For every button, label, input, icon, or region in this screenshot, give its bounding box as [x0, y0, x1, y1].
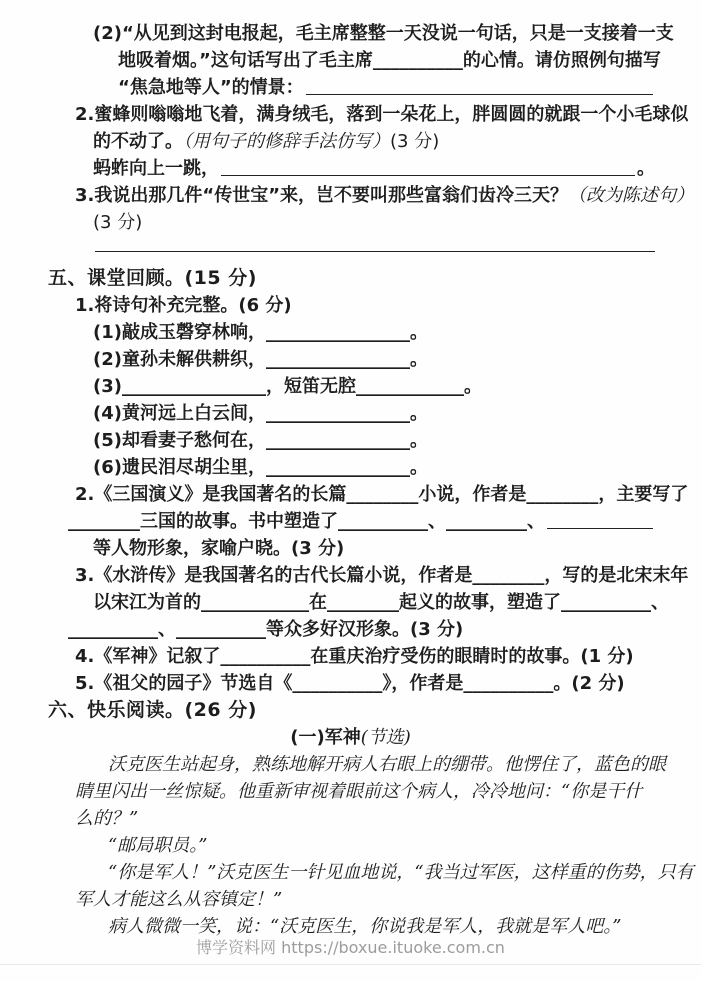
q1-sub2-answer [0, 74, 701, 101]
q2-answer-text: 蚂蚱向上一跳， [93, 158, 219, 179]
s5-q3-line1: 3.《水浒传》是我国著名的古代长篇小说，作者是________，写的是北宋末年 [75, 565, 689, 586]
s5-q3-line3: __________、__________等众多好汉形象。(3 分) [68, 619, 464, 640]
s5-q1-4: (4)黄河远上白云间，________________。 [93, 403, 428, 424]
s5-q5: 5.《祖父的园子》节选自《__________》，作者是__________。(2 分) [75, 673, 625, 694]
passage-line5: “你是军人！”沃克医生一针见血地说，“我当过军医，这样重的伤势，只有 [108, 862, 694, 883]
footer-watermark: 博学资料网 https://boxue.ituoke.com.cn [196, 938, 505, 957]
answer-blank-line [547, 528, 653, 529]
q2-answer [0, 155, 701, 182]
s5-q1-2: (2)童孙未解供耕织，________________。 [93, 349, 428, 370]
q2-answer-tail: 。 [637, 158, 655, 179]
q3-line2: (3 分) [93, 212, 143, 233]
reading1-title-segment: (节选) [360, 727, 411, 748]
answer-blank-line [221, 175, 635, 176]
s5-q2-line1: 2.《三国演义》是我国著名的长篇________小说，作者是________，主要写了 [75, 484, 689, 505]
q3-line1-segment: 3.我说出那几件“传世宝”来，岂不要叫那些富翁们齿冷三天？ [75, 185, 569, 206]
q1-sub2-answer-text: “焦急地等人”的情景： [118, 77, 304, 98]
q3-line1-segment: （改为陈述句） [568, 185, 695, 206]
s5-q2-line2 [0, 508, 701, 535]
page-bottom-divider [0, 964, 701, 965]
passage-line6: 军人才能这么从容镇定！” [75, 889, 283, 910]
q1-sub2-line1: (2)“从见到这封电报起，毛主席整整一天没说一句话，只是一支接着一支 [93, 23, 674, 44]
reading1-title [0, 724, 701, 751]
s5-q2-line2-text: ________三国的故事。书中塑造了__________、_________、 [68, 511, 545, 532]
q2-line2-segment: (3 分) [390, 131, 440, 152]
passage-line7: 病人微微一笑，说：“沃克医生，你说我是军人，我就是军人吧。” [108, 916, 622, 937]
q3-answer-rule [95, 251, 655, 252]
s5-q2-line3: 等人物形象，家喻户晓。(3 分) [93, 538, 345, 559]
answer-blank-line [306, 94, 653, 95]
passage-line1: 沃克医生站起身，熟练地解开病人右眼上的绷带。他愣住了，蓝色的眼 [108, 754, 666, 775]
s5-q1-3: (3)________________，短笛无腔____________。 [93, 376, 482, 397]
q2-line2 [0, 128, 701, 155]
page-footer [0, 937, 701, 959]
s5-q1-5: (5)却看妻子愁何在，________________。 [93, 430, 428, 451]
s5-q1: 1.将诗句补充完整。(6 分) [75, 295, 292, 316]
passage-line4: “邮局职员。” [108, 835, 208, 856]
q3-line1 [0, 182, 701, 209]
s5-q1-6: (6)遗民泪尽胡尘里，________________。 [93, 457, 428, 478]
section6-heading: 六、快乐阅读。(26 分) [48, 699, 257, 721]
q1-sub2-line2: 地吸着烟。”这句话写出了毛主席__________的心情。请仿照例句描写 [118, 50, 661, 71]
reading1-title-segment: (一)军神 [290, 727, 361, 748]
s5-q4: 4.《军神》记叙了__________在重庆治疗受伤的眼睛时的故事。(1 分) [75, 646, 634, 667]
passage-line2: 睛里闪出一丝惊疑。他重新审视着眼前这个病人，冷冷地问：“你是干什 [75, 781, 643, 802]
s5-q3-line2: 以宋江为首的____________在________起义的故事，塑造了__________、 [93, 592, 669, 613]
q2-line2-segment: 的不动了。 [93, 131, 183, 152]
s5-q1-1: (1)敲成玉磬穿林响，________________。 [93, 322, 428, 343]
q2-line1: 2.蜜蜂则嗡嗡地飞着，满身绒毛，落到一朵花上，胖圆圆的就跟一个小毛球似 [75, 104, 689, 125]
passage-line3: 么的？” [75, 808, 139, 829]
q2-line2-segment: （用句子的修辞手法仿写） [183, 131, 390, 152]
section5-heading: 五、课堂回顾。(15 分) [48, 267, 257, 289]
